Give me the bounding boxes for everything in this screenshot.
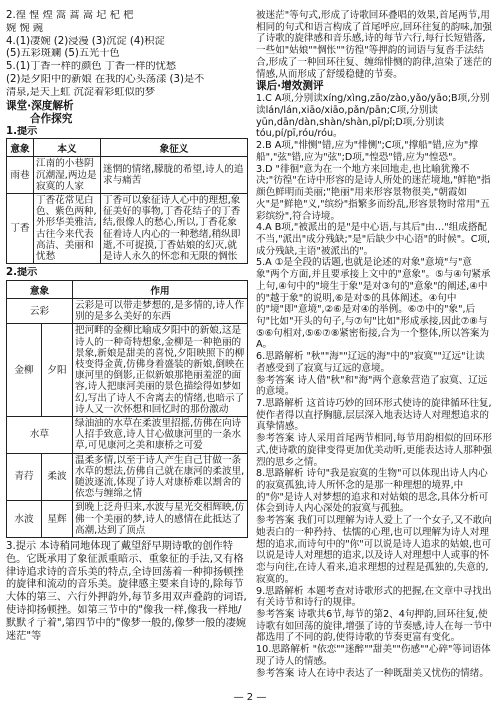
table-cell: 丁香 <box>7 193 34 263</box>
answer-item: 7.思路解析 这首诗巧妙的回环形式使诗的旋律循环往复,使作者得以直抒胸臆,层层深入地表达诗人对理想追求的真挚情感。 <box>256 398 492 433</box>
answer-item: 参考答案 我们可以理解为诗人爱上了一个女子,又不敢向她表白的一种矜持、怯懦的心理,也可以理解为诗人对理想的追求,而诗句中的"你"可以说是诗人追求的姑娘,也可以说是诗人对理想的追求,以及诗人对理想中人或事的怀恋与向往,在诗人看来,追求理想的过程是孤独的,失意的,寂寞的。 <box>256 515 492 585</box>
table-cell: 夕阳 <box>42 324 73 417</box>
text-line: (2)是夕阳中的新娘 在我的心头荡漾 (3)是不 <box>6 73 205 85</box>
answer-item: 3.D "徘徊"意为在一个地方来回地走,也比喻犹豫不决;"彷徨"在诗中形容的是诗人所处的迷茫境地,"鲜艳"指颜色鲜明而美丽;"艳丽"用来形容景物很美,"朝霞如火"是"鲜艳"义,"缤纷"指繁多而纷乱,形容景物时常用"五彩缤纷",符合诗境。 <box>256 163 491 222</box>
table-header: 象征义 <box>101 139 248 157</box>
text-line: 4.(1)凄婉 (2)浸漫 (3)沉淀 (4)积淀 <box>6 35 165 47</box>
answer-item: 6.思路解析 "秋""海""辽远的海"中的"寂寞""辽远"让读者感受到了寂寞与辽远的意境。 <box>256 351 485 374</box>
table-row <box>7 157 248 194</box>
answer-item: 10.思路解析 "依恋""迷醉""甜美""伤感""心碎"等词语体现了诗人的情感。 <box>256 644 491 667</box>
table-cell: 水草 <box>7 417 73 454</box>
table-cell: 丁香可以象征诗人心中的理想,象征美好的事物,丁香花结子的丁香结,很像人的愁心,所以,丁香花象征着诗人内心的一种愁绪,稍纵即逝,不可捉摸,丁香姑娘的幻灭,就是诗人永久的怀恋和无限的惆怅 <box>101 193 248 263</box>
text-line: 婉 惋 豌 <box>6 22 44 34</box>
text-line: 5.(1)丁香一样的颜色 丁香一样的忧愁 <box>6 61 177 73</box>
table-cell: 江南的小巷阴沉潮湿,两边是寂寞的人家 <box>34 157 101 194</box>
text-line: (5)五彩斑斓 (5)五光十色 <box>6 48 120 60</box>
table-header-row <box>7 281 248 299</box>
answer-item: 8.思路解析 诗句"我是寂寞的生物"可以体现出诗人内心的寂寞孤独,诗人所怀念的是那一种理想的境界,中的"你"是诗人对梦想的追求和对姑娘的思念,具体分析可体会到诗人内心深处的寂寞与孤独。 <box>256 468 489 515</box>
table-header: 作用 <box>73 281 248 299</box>
imagery-table-1 <box>6 138 248 264</box>
table-cell: 到晚上泛舟归来,水波与星光交相辉映,仿佛一个美丽的梦,诗人的感情在此抵达了高潮,达到了顶点 <box>73 501 248 538</box>
table-cell: 雨巷 <box>7 157 34 194</box>
table-header: 意象 <box>7 139 34 157</box>
answer-item: 2.B A项,"悱恻"错,应为"悱恻";C项,"撑船"错,应为"撑船","弦"错,应为"弦";D项,"惶恐"错,应为"惶恐"。 <box>256 140 478 163</box>
table-row <box>7 299 248 324</box>
table-cell: 金柳 <box>7 324 42 417</box>
answer-item: 1.C A项,分别读xíng/xìng,zāo/zào,yǎo/yāo;B项,分别读lán/lán,xiāo/xiāo,pǎn/pān;C项,分别读yūn,dān/dàn,shàn/shàn,pī/pǐ;D项,分别读tóu,pí/pī,róu/róu。 <box>256 93 490 140</box>
table-cell: 柔波 <box>42 453 73 501</box>
answer-item: 参考答案 诗人借"秋"和"海"两个意象营造了寂寞、辽远的意境。 <box>256 374 488 398</box>
section-title: 课堂·深度解析 <box>6 99 74 112</box>
table-row <box>7 501 248 538</box>
text-line: 2.徨 惶 煌 篙 蒿 嵩 圮 杞 杷 <box>6 10 134 21</box>
table-cell: 青荇 <box>7 453 42 501</box>
table-cell: 温柔多情,以至于诗人产生自己甘做一条水草的想法,仿佛自己就在康河的柔波里,随波逐流,体现了诗人对康桥难以割舍的依恋与缠绵之情 <box>73 453 248 501</box>
table-cell: 把河畔的金柳比喻成夕阳中的新娘,这是诗人的一种奇特想象,金柳是一种艳丽的景象,新娘是甜美的喜悦,夕阳映照下的柳枝变得金黄,仿佛身着盛装的新娘,倒映在康河里的倒影,正似新娘那艳丽羞涩的面容,诗人把康河美丽的景色描绘得如梦如幻,写出了诗人不舍离去的情绪,也暗示了诗人又一次怀想和回忆时的那份激动 <box>73 324 248 417</box>
table-row <box>7 417 248 454</box>
table-row <box>7 453 248 501</box>
answer-item: 4.A B项,"被派出的是"是中心语,与其后"由…"组成搭配不当,"派出"成分残缺;"是"后缺少中心语"的时候"。C项,成分残缺,主语"被派出的"。 <box>256 222 491 257</box>
answer-item: 参考答案 诗人采用首尾两节相同,每节用韵相似的回环形式,使诗歌的旋律变得更加优美动听,更能表达诗人那种强烈的思乡之情。 <box>256 433 492 468</box>
table-header: 本义 <box>34 139 101 157</box>
table-row <box>7 324 248 417</box>
answer-paragraph: 3.提示 本诗稍同地体现了戴望舒早期诗歌的创作特色。它既承用了象征派重暗示、重象征的手法,又有格律诗追求诗的音乐美的特点,全诗回荡着一种抑扬顿挫的旋律和流动的音乐美。旋律感主要来自诗的,除每节大体的第三、六行外押韵外,每节多用双声叠韵的词语,使诗抑扬顿挫。如第三节中的"像我一样,像我一样地/默默彳亍着",第四节中的"像梦一般的,像梦一般的凄婉迷茫"等 <box>6 541 247 642</box>
tip-label: 2.提示 <box>6 267 38 279</box>
table-cell: 绿油油的水草在柔波里招摇,仿佛在向诗人招手致意,诗人甘心做康河里的一条水草,可见康河之美和康桥之可爱 <box>73 417 248 454</box>
table-cell: 丁香花常见白色、紫色两种,外形华美雅洁,古往今来代表高洁、美丽和忧愁 <box>34 193 101 263</box>
page-number: — 2 — <box>233 692 267 703</box>
table-cell: 迷惘的情绪,朦胧的希望,诗人的追求与痛苦 <box>101 157 248 194</box>
answer-item: 参考答案 诗人在诗中表达了一种既甜美又忧伤的情绪。 <box>256 667 489 679</box>
left-column <box>6 10 248 643</box>
tip-label: 1.提示 <box>6 125 38 137</box>
answer-item: 参考答案 诗歌共6节,每节的第2、4句押韵,回环往复,使诗歌有如回荡的旋律,增强了诗的节奏感,诗人在每一节中都选用了不同的韵,使得诗歌的节奏更富有变化。 <box>256 608 492 644</box>
answer-paragraph: 被迷茫"等句式,形成了诗歌回环叠唱的效果,首尾两节,用相同的句式和语言构成了首尾呼应,回环往复的韵味,加强了诗歌的旋律感和音乐感,诗的每节六行,每行长短错落,一些如"姑娘""惆怅""彷徨"等押韵的词语与复沓手法结合,形成了一种回环往复、缠绵悱恻的韵律,渲染了迷茫的情感,从而形成了舒缓稳健的节奏。 <box>256 10 492 80</box>
answer-item: 5.A ①是全段的话题,也就是论述的对象"意境"与"意象"两个方面,并且要承接上文中的"意象"。⑤与④句紧承上句,④句中的"境生于象"是对③句的"意象"的阐述,④中的"越于象"的说明,⑥是对⑤的具体阐述。④句中的"境"即"意境",②⑥是对④的举例。⑥⑦中的"象",后句"比如"开头的句子,与⑦句"比如"形成承接,因此⑦⑧与⑤⑥句相对,⑤⑥⑦⑧紧密衔接,合为一个整体,所以答案为A。 <box>256 257 491 351</box>
table-row <box>7 193 248 263</box>
table-cell: 云彩是可以带走梦想的,是多情的,诗人作别的是多么美好的东西 <box>73 299 248 324</box>
right-column <box>256 10 492 679</box>
answer-lines <box>6 10 248 100</box>
table-cell: 水波 <box>7 501 42 538</box>
imagery-table-2 <box>6 280 248 538</box>
table-cell: 云彩 <box>7 299 73 324</box>
text-line: 清泉,是天上虹 沉淀着彩虹似的梦 <box>6 86 156 98</box>
table-header: 意象 <box>7 281 73 299</box>
section-title: 课后·增效测评 <box>256 80 324 93</box>
answer-list <box>256 93 492 679</box>
answer-item: 9.思路解析 本题考查对诗歌形式的把握,在文章中寻找出有关诗节和诗行的规律。 <box>256 585 492 609</box>
table-cell: 星辉 <box>42 501 73 538</box>
section-subtitle: 合作探究 <box>30 112 73 125</box>
table-header-row <box>7 139 248 157</box>
